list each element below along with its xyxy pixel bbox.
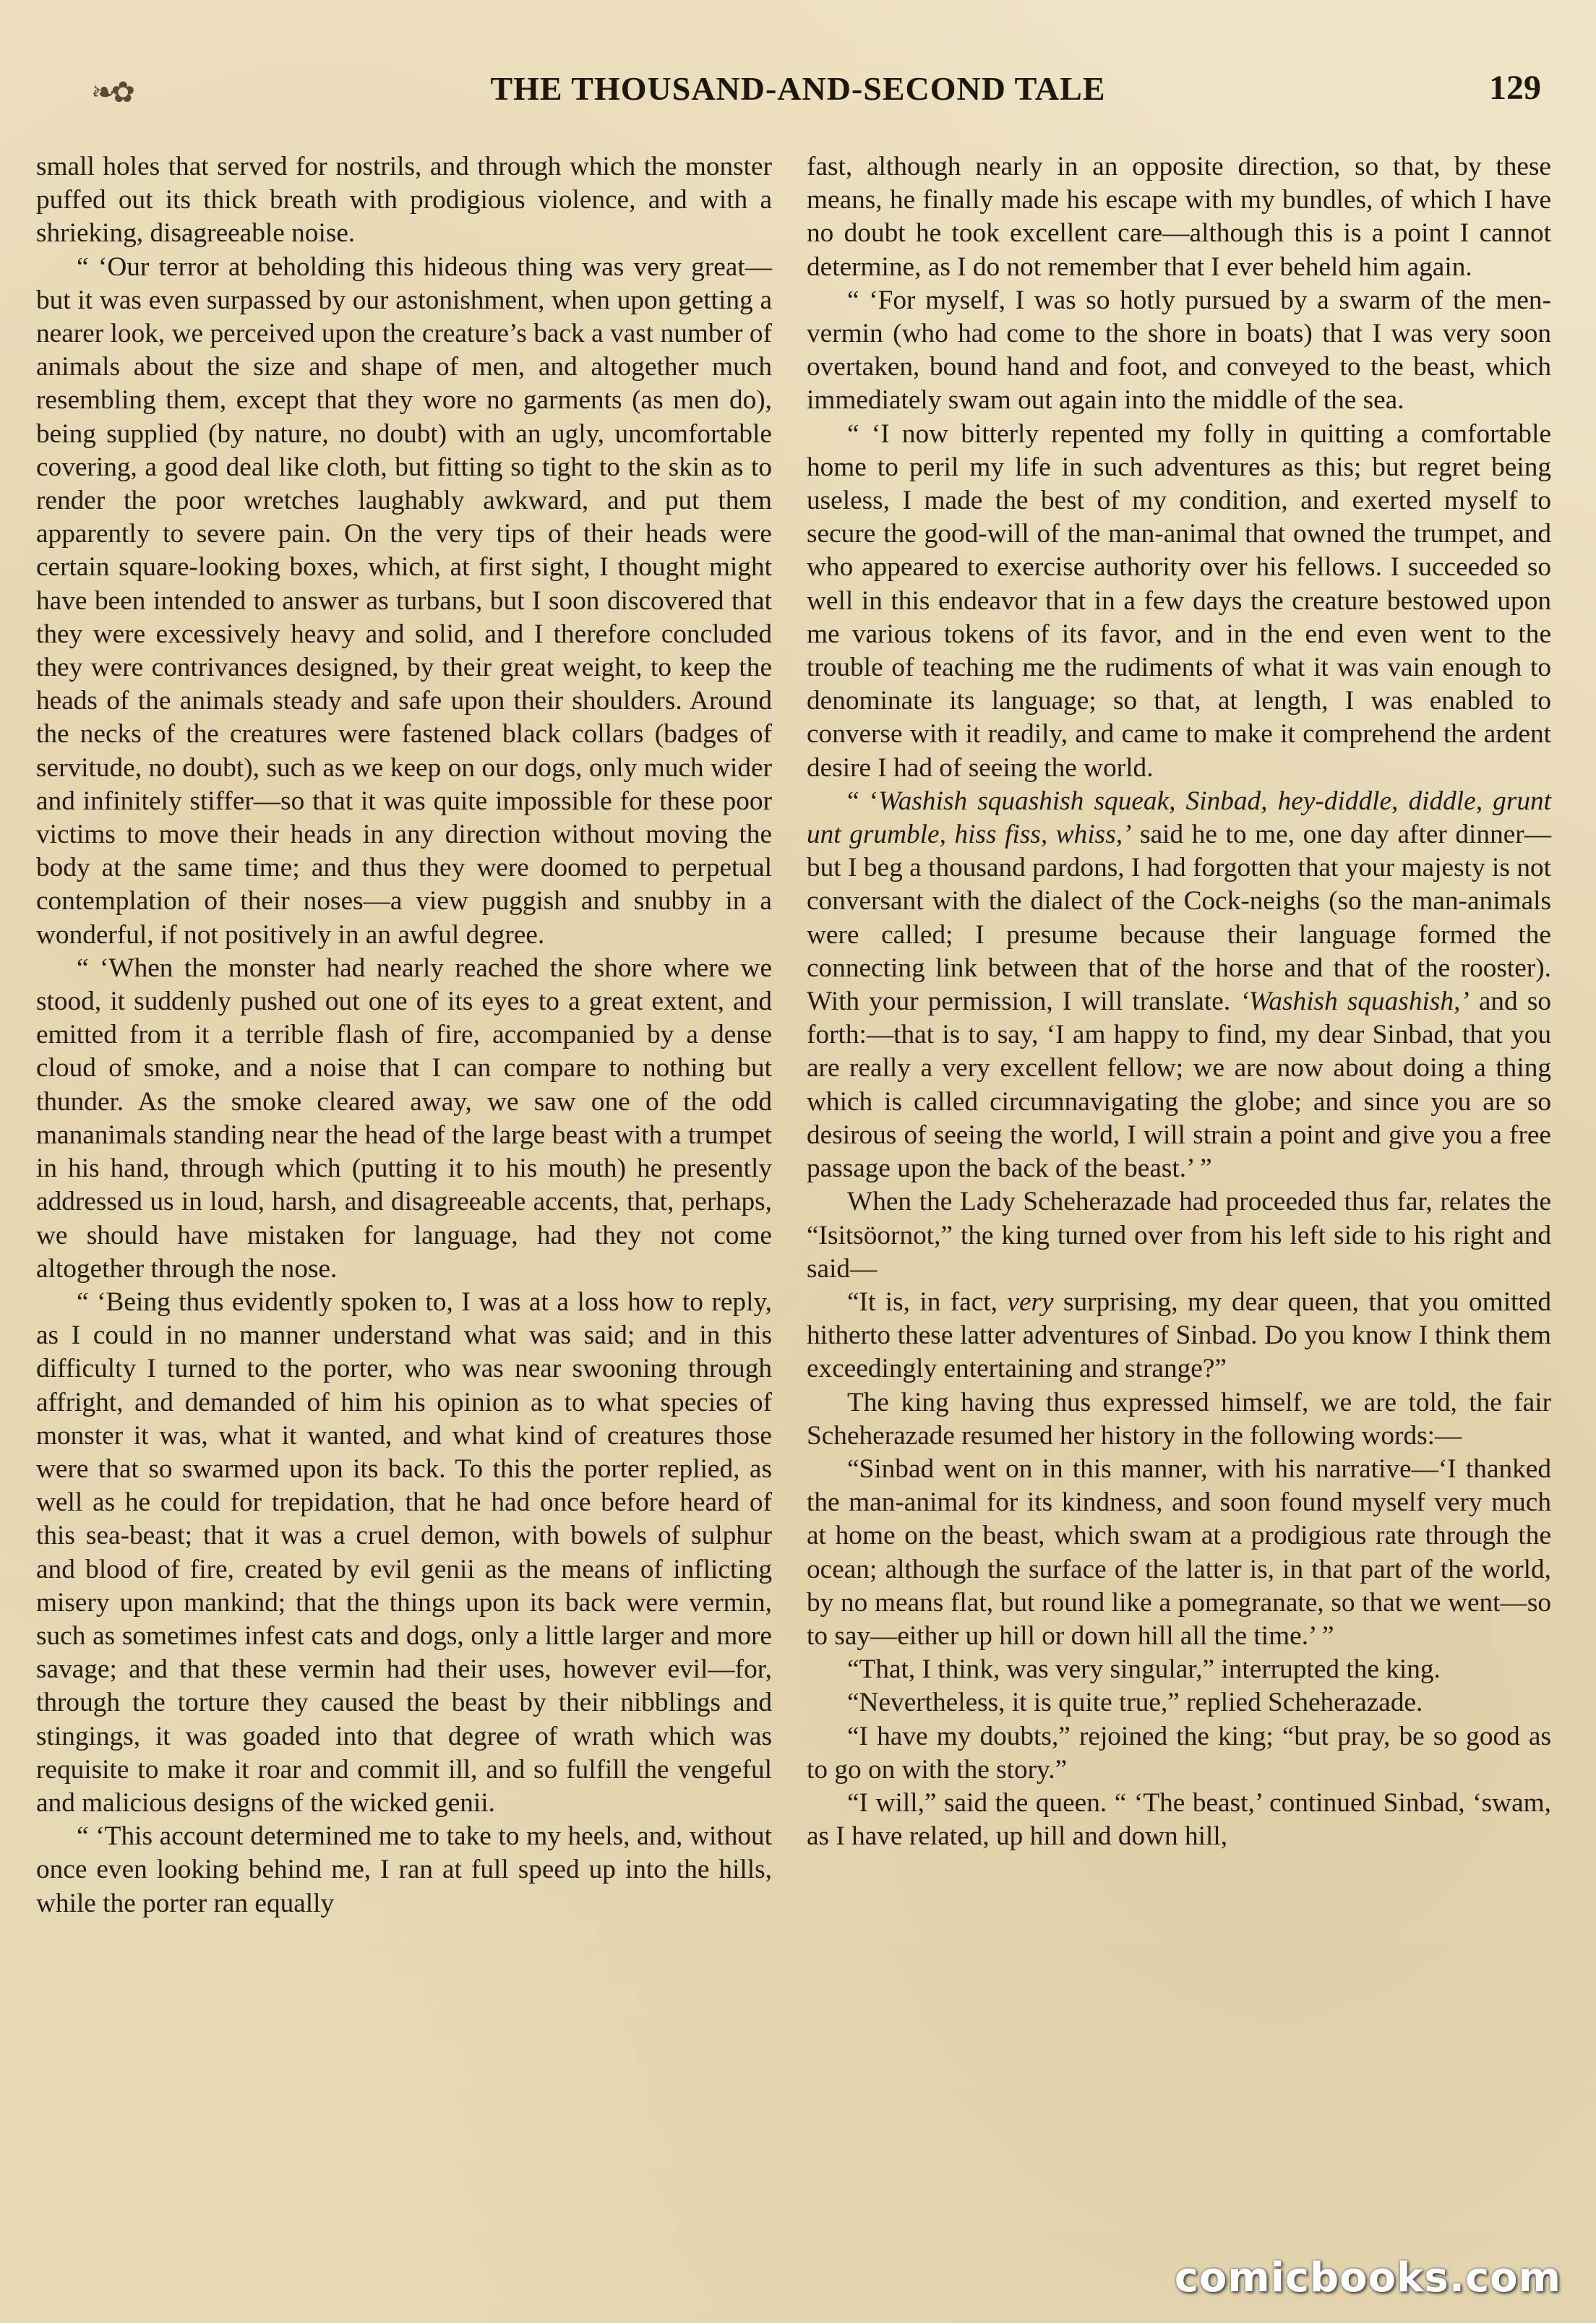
paragraph-text: and so forth:—that is to say, ‘I am happy to find, my dear Sinbad, that you are really a very excellent fellow; we are now about doing a thing which is called circumnavigating the globe; and since you are so desirous of seeing the world, I will strain a point and give you a free passage upon the back of the beast.’ ”	[807, 987, 1551, 1184]
paragraph-text: fast, although nearly in an opposite direction, so that, by these means, he finally made his escape with my bundles, of which I have no doubt he took excellent care—although this is a point I cannot determine, as I do not remember that I ever beheld him again.	[807, 152, 1551, 282]
paragraph-text: surprising, my dear queen, that you omitted hitherto these latter adventures of Sinbad. Do you know I think them exceedingly entertaining and strange?”	[807, 1287, 1551, 1384]
paragraph-text: small holes that served for nostrils, and through which the monster puffed out its thick breath with prodigious violence, and with a shrieking, disagreeable noise.	[36, 152, 772, 249]
paragraph-text: “Nevertheless, it is quite true,” replied Scheherazade.	[847, 1688, 1423, 1718]
paragraph-text: “ ‘I now bitterly repented my folly in quitting a comfortable home to peril my life in such adventures as this; but regret being useless, I made the best of my condition, and exerted myself to secure the good-will of the man-animal that owned the trumpet, and who appeared to exercise authority over his fellows. I succeeded so well in this endeavor that in a few days the creature bestowed upon me various tokens of its favor, and in the end even went to the trouble of teaching me the rudiments of what it was vain enough to denominate its language; so that, at length, I was enabled to converse with it readily, and came to make it comprehend the ardent desire I had of seeing the world.	[807, 418, 1551, 783]
paragraph	[807, 1386, 1551, 1453]
paragraph-text: “I have my doubts,” rejoined the king; “but pray, be so good as to go on with the story.”	[807, 1721, 1551, 1785]
paragraph-text: “Sinbad went on in this manner, with his narrative—‘I thanked the man-animal for its kindness, and soon found myself very much at home on the beast, which swam at a prodigious rate through the ocean; although the surface of the latter is, in that part of the world, by no means flat, but round like a pomegranate, so that we went—so to say—either up hill or down hill all the time.’ ”	[807, 1454, 1551, 1651]
paragraph	[807, 1787, 1551, 1853]
paragraph	[807, 1453, 1551, 1653]
running-title: THE THOUSAND-AND-SECOND TALE	[490, 70, 1106, 107]
right-text-column	[807, 150, 1551, 1853]
paragraph-text: “ ‘	[847, 786, 879, 816]
italic-text: ‘Washish squashish,’	[1240, 987, 1470, 1017]
paragraph-text: “That, I think, was very singular,” interrupted the king.	[847, 1654, 1441, 1685]
paragraph	[36, 1286, 772, 1820]
page-number: 129	[1489, 69, 1541, 107]
paragraph	[807, 1653, 1551, 1686]
paragraph-text: “I will,” said the queen. “ ‘The beast,’ continued Sinbad, ‘swam, as I have related, up hill and down hill,	[807, 1787, 1551, 1852]
paragraph-text: said he to me, one day after dinner—but I beg a thousand pardons, I had forgotten that your majesty is not conversant with the dialect of the Cock-neighs (so the man-animals were called; I presume because their language formed the connecting link between that of the horse and that of the rooster). With your permission, I will translate.	[807, 820, 1551, 1017]
page-header	[0, 69, 1596, 127]
paragraph	[807, 150, 1551, 284]
paragraph-text: “ ‘For myself, I was so hotly pursued by a swarm of the men-vermin (who had come to the shore in boats) that I was very soon overtaken, bound hand and foot, and conveyed to the beast, which immediately swam out again into the middle of the sea.	[807, 285, 1551, 416]
watermark: comicbooks.com	[1174, 2254, 1561, 2301]
paragraph-text: “ ‘Being thus evidently spoken to, I was at a loss how to reply, as I could in no manner understand what was said; and in this difficulty I turned to the porter, who was near swooning through affright, and demanded of him his opinion as to what species of monster it was, what it wanted, and what kind of creatures those were that so swarmed upon its back. To this the porter replied, as well as he could for trepidation, that he had once before heard of this sea-beast; that it was a cruel demon, with bowels of sulphur and blood of fire, created by evil genii as the means of inflicting misery upon mankind; that the things upon its back were vermin, such as sometimes infest cats and dogs, only a little larger and more savage; and that these vermin had their uses, however evil—for, through the torture they caused the beast by their nibblings and stingings, it was goaded into that degree of wrath which was requisite to make it roar and commit ill, and so fulfill the vengeful and malicious designs of the wicked genii.	[36, 1287, 772, 1818]
paragraph	[807, 1185, 1551, 1286]
paragraph	[807, 1686, 1551, 1719]
paragraph-text: “ ‘When the monster had nearly reached the shore where we stood, it suddenly pushed out one of its eyes to a great extent, and emitted from it a terrible flash of fire, accompanied by a dense cloud of smoke, and a noise that I can compare to nothing but thunder. As the smoke cleared away, we saw one of the odd mananimals standing near the head of the large beast with a trumpet in his hand, through which (putting it to his mouth) he presently addressed us in loud, harsh, and disagreeable accents, that, perhaps, we should have mistaken for language, had they not come altogether through the nose.	[36, 953, 772, 1284]
paragraph-text: “ ‘This account determined me to take to my heels, and, without once even looking behind me, I ran at full speed up into the hills, while the porter ran equally	[36, 1821, 772, 1918]
paragraph	[807, 1286, 1551, 1386]
paragraph	[36, 1820, 772, 1920]
paragraph	[36, 251, 772, 952]
italic-text: very	[1007, 1287, 1054, 1317]
paragraph	[36, 150, 772, 251]
paragraph-text: When the Lady Scheherazade had proceeded thus far, relates the “Isitsöornot,” the king turned over from his left side to his right and said—	[807, 1187, 1551, 1284]
paragraph	[807, 418, 1551, 785]
paragraph	[807, 284, 1551, 418]
paragraph-text: The king having thus expressed himself, we are told, the fair Scheherazade resumed her history in the following words:—	[807, 1387, 1551, 1451]
left-text-column	[36, 150, 772, 1920]
paragraph	[807, 1720, 1551, 1787]
paragraph	[36, 952, 772, 1286]
paragraph-text: “It is, in fact,	[847, 1287, 1008, 1317]
italic-text: Washish squashish squeak, Sinbad, hey-diddle, diddle, grunt unt grumble, hiss fiss, whiss,’	[807, 786, 1551, 850]
paragraph-text: “ ‘Our terror at beholding this hideous thing was very great—but it was even surpassed by our astonishment, when upon getting a nearer look, we perceived upon the creature’s back a vast number of animals about the size and shape of men, and altogether much resembling them, except that they wore no garments (as men do), being supplied (by nature, no doubt) with an ugly, uncomfortable covering, a good deal like cloth, but fitting so tight to the skin as to render the poor wretches laughably awkward, and put them apparently to severe pain. On the very tips of their heads were certain square-looking boxes, which, at first sight, I thought might have been intended to answer as turbans, but I soon discovered that they were excessively heavy and solid, and I therefore concluded they were contrivances designed, by their great weight, to keep the heads of the animals steady and safe upon their shoulders. Around the necks of the creatures were fastened black collars (badges of servitude, no doubt), such as we keep on our dogs, only much wider and infinitely stiffer—so that it was quite impossible for these poor victims to move their heads in any direction without moving the body at the same time; and thus they were doomed to perpetual contemplation of their noses—a view puggish and snubby in a wonderful, if not positively in an awful degree.	[36, 252, 772, 950]
paragraph	[807, 785, 1551, 1185]
flourish-ornament-icon: ❧✿	[91, 76, 132, 108]
